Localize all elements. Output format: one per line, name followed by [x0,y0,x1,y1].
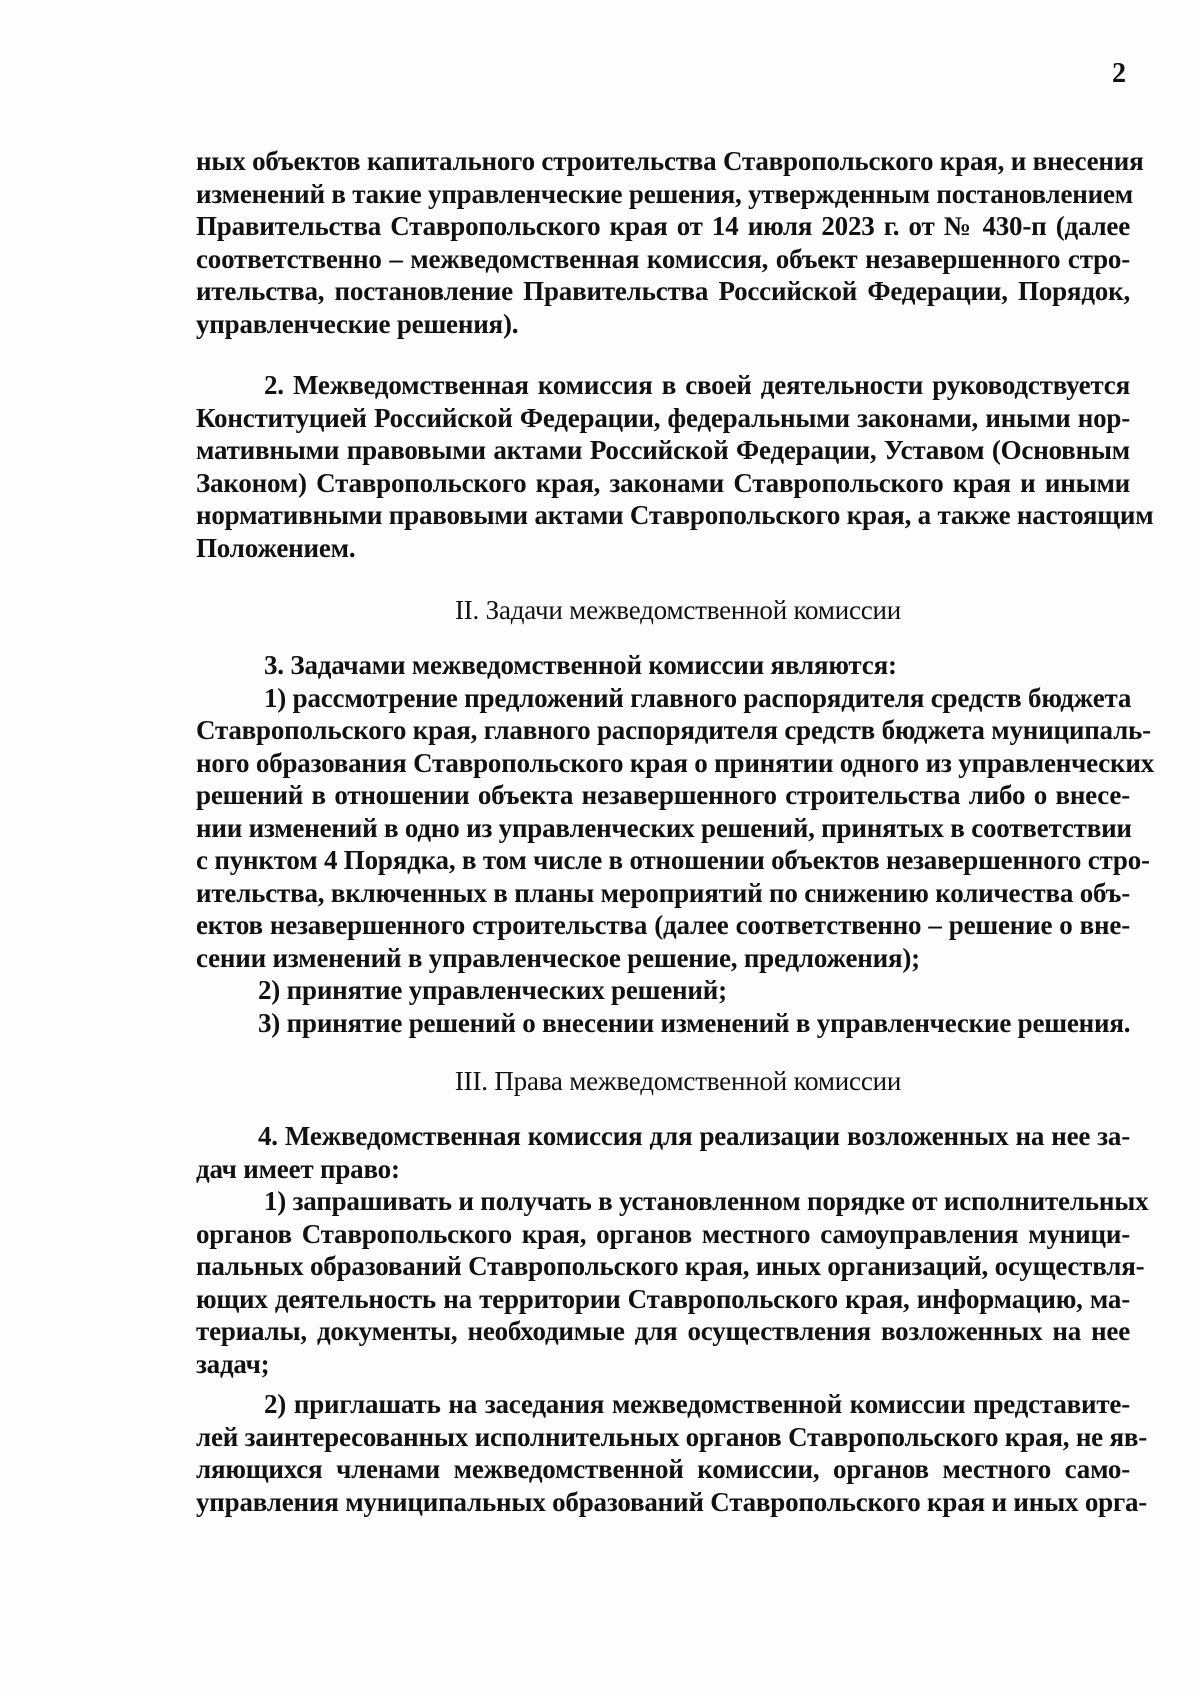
text-line: 1) запрашивать и получать в установленном порядке от исполнительных [264,1186,1149,1216]
text-line: органов Ставропольского края, органов местного самоуправления муници- [196,1218,1130,1249]
text-line: ного образования Ставропольского края о принятии одного из управленческих [196,747,1155,778]
text-line: 3) принятие решений о внесении изменений в управленческие решения. [258,1007,1131,1038]
section-heading-2: II. Задачи межведомственной комиссии [454,595,902,625]
text-line: Положением. [196,532,356,563]
paragraph-4 [196,1120,1149,1518]
text-line: Законом) Ставропольского края, законами Ставропольского края и иными [196,467,1130,498]
text-line: 2) приглашать на заседания межведомственной комиссии представите- [264,1389,1130,1419]
text-line: 3. Задачами межведомственной комиссии являются: [264,650,897,680]
document-body [196,145,1155,1518]
text-line: Правительства Ставропольского края от 14 июля 2023 г. от № 430-п (далее [196,211,1130,241]
text-line: дач имеет право: [196,1153,400,1184]
text-line: Конституцией Российской Федерации, федеральными законами, иными нор- [196,402,1130,433]
text-line: 2. Межведомственная комиссия в своей деятельности руководствуется [264,370,1130,400]
text-line: 2) принятие управленческих решений; [258,975,727,1005]
text-line: решений в отношении объекта незавершенного строительства либо о внесе- [196,780,1130,810]
page-number: 2 [1112,58,1126,89]
text-line: ектов незавершенного строительства (далее соответственно – решение о вне- [196,910,1130,940]
text-line: соответственно – межведомственная комиссия, объект незавершенного стро- [196,243,1130,274]
text-line: изменений в такие управленческие решения, утвержденным постановлением [196,178,1133,209]
text-line: управления муниципальных образований Ставропольского края и иных орга- [196,1486,1148,1517]
text-line: 1) рассмотрение предложений главного распорядителя средств бюджета [264,682,1132,713]
text-line: ительства, включенных в планы мероприятий по снижению количества объ- [196,877,1130,908]
text-line: с пунктом 4 Порядка, в том числе в отношении объектов незавершенного стро- [196,845,1150,875]
paragraph-3 [196,649,1155,1039]
section-heading-3: III. Права межведомственной комиссии [454,1066,902,1096]
text-line: нормативными правовыми актами Ставропольского края, а также настоящим [196,500,1154,530]
text-line: ительства, постановление Правительства Российской Федерации, Порядок, [196,276,1130,306]
text-line: задач; [196,1348,270,1379]
paragraph-2 [196,369,1154,564]
text-line: сении изменений в управленческое решение, предложения); [196,942,920,973]
text-line: лей заинтересованных исполнительных органов Ставропольского края, не яв- [196,1421,1148,1452]
text-line: управленческие решения). [196,308,519,339]
text-line: ляющихся членами межведомственной комиссии, органов местного само- [196,1454,1130,1484]
paragraph-1 [196,145,1144,340]
text-line: мативными правовыми актами Российской Федерации, Уставом (Основным [196,435,1130,465]
text-line: 4. Межведомственная комиссия для реализации возложенных на нее за- [258,1121,1130,1151]
text-line: пальных образований Ставропольского края, иных организаций, осуществля- [196,1251,1145,1281]
text-line: Ставропольского края, главного распорядителя средств бюджета муниципаль- [196,715,1151,745]
text-line: нии изменений в одно из управленческих решений, принятых в соответствии [196,812,1132,843]
text-line: териалы, документы, необходимые для осуществления возложенных на нее [196,1316,1130,1346]
text-line: ных объектов капитального строительства Ставропольского края, и внесения [196,146,1144,176]
text-line: ющих деятельность на территории Ставропольского края, информацию, ма- [196,1283,1130,1314]
